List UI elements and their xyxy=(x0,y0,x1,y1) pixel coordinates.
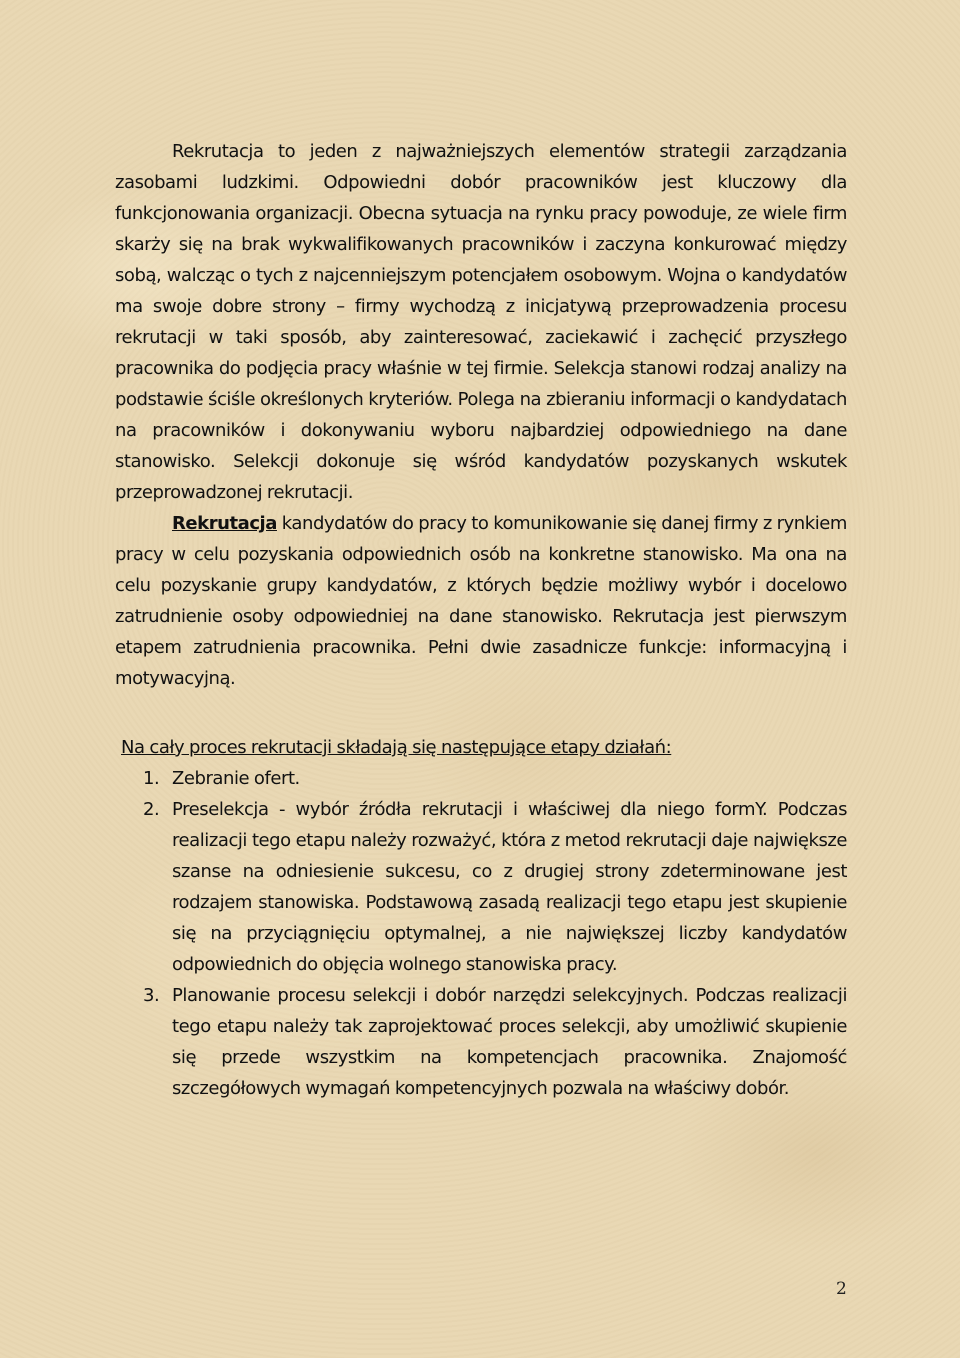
list-item-number: 1. xyxy=(143,768,160,789)
page-number: 2 xyxy=(836,1279,847,1299)
recruitment-term: Rekrutacja xyxy=(172,513,277,534)
stages-list xyxy=(115,763,847,1104)
intro-paragraph: Rekrutacja to jeden z najważniejszych elementów strategii zarządzania zasobami ludzkimi. Odpowiedni dobór pracowników jest kluczowy dla funkcjonowania organizacji. Obecna sytuacja na rynku pracy powoduje, ze wiele firm skarży się na brak wykwalifikowanych pracowników i zaczyna konkurować między sobą, walcząc o tych z najcenniejszym potencjałem osobowym. Wojna o kandydatów ma swoje dobre strony – firmy wychodzą z inicjatywą przeprowadzenia procesu rekrutacji w taki sposób, aby zainteresować, zaciekawić i zachęcić przyszłego pracownika do podjęcia pracy właśnie w tej firmie. Selekcja stanowi rodzaj analizy na podstawie ściśle określonych kryteriów. Polega na zbieraniu informacji o kandydatach na pracowników i dokonywaniu wyboru najbardziej odpowiedniego na dane stanowisko. Selekcji dokonuje się wśród kandydatów pozyskanych wskutek przeprowadzonej rekrutacji. xyxy=(115,141,847,503)
recruitment-definition-text: kandydatów do pracy to komunikowanie się danej firmy z rynkiem pracy w celu pozyskania odpowiednich osób na konkretne stanowisko. Ma ona na celu pozyskanie grupy kandydatów, z których będzie możliwy wybór i docelowo zatrudnienie osoby odpowiedniej na dane stanowisko. Rekrutacja jest pierwszym etapem zatrudnienia pracownika. Pełni dwie zasadnicze funkcje: informacyjną i motywacyjną. xyxy=(115,513,847,689)
list-item-text: Preselekcja - wybór źródła rekrutacji i właściwej dla niego formY. Podczas realizacji tego etapu należy rozważyć, która z metod rekrutacji daje największe szanse na odniesienie sukcesu, co z drugiej strony zdeterminowane jest rodzajem stanowiska. Podstawową zasadą realizacji tego etapu jest skupienie się na przyciągnięciu optymalnej, a nie największej liczby kandydatów odpowiednich do objęcia wolnego stanowiska pracy. xyxy=(172,799,847,975)
page-content xyxy=(115,136,847,1104)
list-item-number: 3. xyxy=(143,985,160,1006)
list-item xyxy=(115,794,847,980)
list-item-text: Planowanie procesu selekcji i dobór narzędzi selekcyjnych. Podczas realizacji tego etapu należy tak zaprojektować proces selekcji, aby umożliwić skupienie się przede wszystkim na kompetencjach pracownika. Znajomość szczegółowych wymagań kompetencyjnych pozwala na właściwy dobór. xyxy=(172,985,847,1099)
recruitment-definition-paragraph xyxy=(115,508,847,694)
list-item-number: 2. xyxy=(143,799,160,820)
stages-heading: Na cały proces rekrutacji składają się następujące etapy działań: xyxy=(121,737,672,758)
list-item xyxy=(115,980,847,1104)
list-item xyxy=(115,763,847,794)
list-item-text: Zebranie ofert. xyxy=(172,768,300,789)
